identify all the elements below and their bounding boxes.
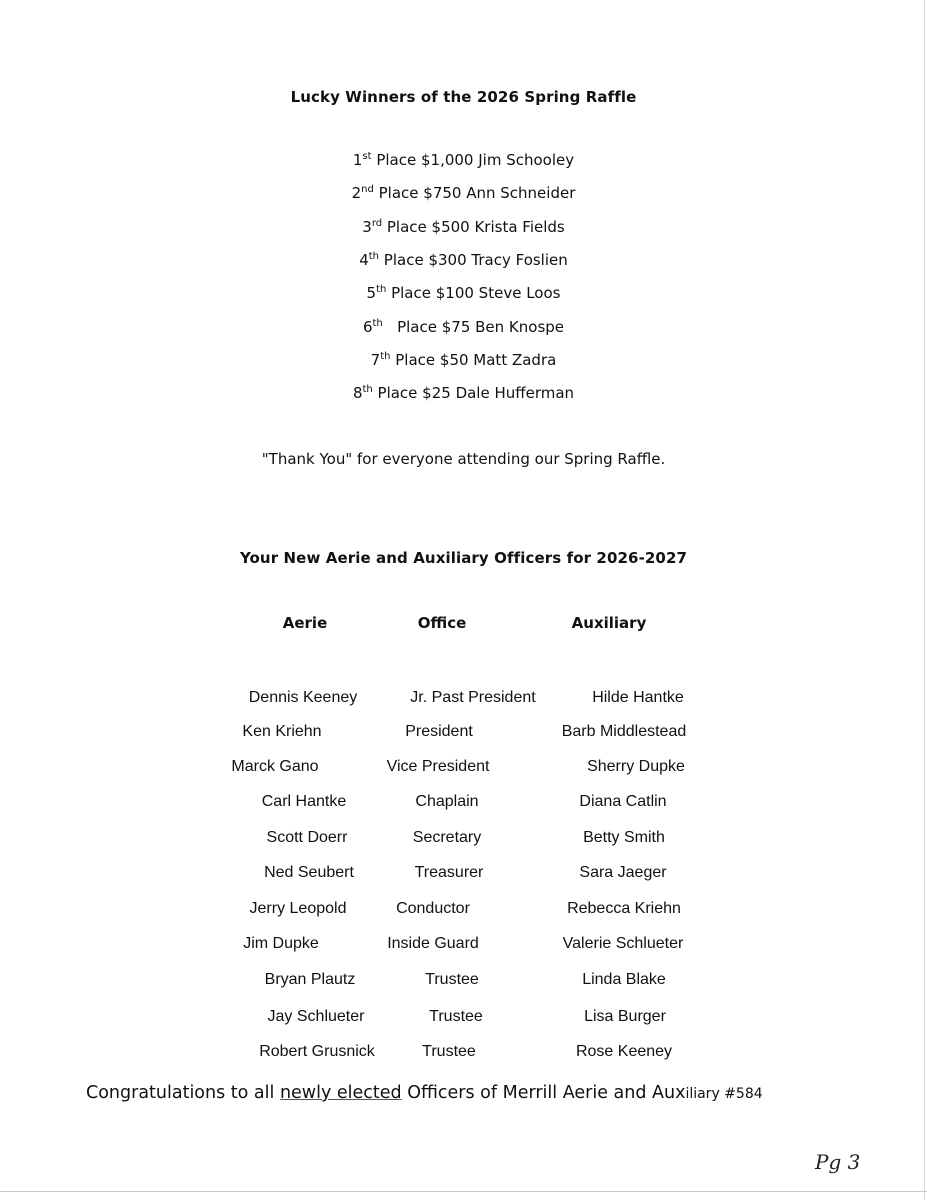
winner-line (0, 318, 927, 336)
winner-place-suffix: nd (361, 184, 374, 196)
winner-place-suffix: th (376, 284, 387, 296)
winner-place-number: 8 (352, 384, 363, 403)
officer-auxiliary-cell: Rebecca Kriehn (567, 900, 681, 917)
officer-office-cell: Secretary (412, 829, 482, 846)
officer-aerie-cell: Jay Schlueter (267, 1008, 365, 1025)
congrats-small: iliary #584 (685, 1086, 763, 1102)
winner-prize-text: Place $75 Ben Knospe (382, 317, 565, 336)
officer-aerie-cell: Dennis Keeney (248, 689, 358, 706)
winner-line (0, 184, 927, 202)
officer-aerie-cell: Ned Seubert (264, 864, 354, 881)
winner-place-number: 1 (352, 151, 363, 169)
winner-place-suffix: th (372, 317, 383, 329)
officer-aerie-cell: Jim Dupke (243, 935, 319, 952)
officer-auxiliary-cell: Linda Blake (582, 971, 666, 988)
officer-auxiliary-cell: Sherry Dupke (587, 758, 685, 775)
officer-aerie-cell: Ken Kriehn (242, 723, 322, 740)
officer-office-cell: President (405, 723, 473, 740)
officer-office-cell: Treasurer (414, 864, 484, 881)
congrats-underlined: newly elected (279, 1083, 402, 1103)
raffle-thanks: "Thank You" for everyone attending our Spring Raffle. (261, 450, 666, 468)
page-edge-right (924, 0, 925, 1200)
winner-place-number: 3 (362, 217, 372, 236)
winner-line (0, 151, 927, 169)
officer-aerie-cell: Robert Grusnick (259, 1043, 375, 1060)
officer-auxiliary-cell: Barb Middlestead (561, 723, 687, 740)
officer-office-cell: Chaplain (415, 793, 479, 810)
congrats-part-1: Congratulations to all (86, 1083, 280, 1103)
winner-place-suffix: st (362, 151, 372, 162)
winner-place-number: 4 (359, 250, 369, 269)
winner-place-suffix: th (368, 250, 380, 262)
winner-prize-text: Place $25 Dale Hufferman (372, 384, 575, 403)
winner-place-number: 2 (351, 184, 362, 203)
raffle-title: Lucky Winners of the 2026 Spring Raffle (290, 88, 637, 106)
winner-prize-text: Place $300 Tracy Foslien (379, 250, 568, 269)
officer-office-cell: Trustee (425, 971, 479, 988)
winner-line (0, 284, 927, 302)
congratulations-line (86, 1083, 763, 1103)
column-header-office: Office (417, 614, 467, 632)
officer-auxiliary-cell: Diana Catlin (579, 793, 667, 810)
winner-place-number: 5 (366, 284, 377, 303)
winner-place-number: 7 (370, 350, 381, 369)
winner-line (0, 251, 927, 269)
officer-office-cell: Inside Guard (387, 935, 479, 952)
page-number: Pg 3 (815, 1150, 861, 1174)
winner-prize-text: Place $50 Matt Zadra (390, 350, 557, 369)
officer-auxiliary-cell: Rose Keeney (575, 1043, 673, 1060)
winner-line (0, 384, 927, 402)
winner-prize-text: Place $100 Steve Loos (386, 284, 561, 303)
officer-aerie-cell: Marck Gano (231, 758, 319, 775)
officer-office-cell: Vice President (386, 758, 490, 775)
officer-auxiliary-cell: Lisa Burger (584, 1008, 666, 1025)
officer-aerie-cell: Carl Hantke (261, 793, 347, 810)
officer-auxiliary-cell: Sara Jaeger (579, 864, 667, 881)
officer-aerie-cell: Scott Doerr (266, 829, 348, 846)
winner-line (0, 351, 927, 369)
column-header-aerie: Aerie (282, 614, 328, 632)
winner-line (0, 218, 927, 236)
officer-auxiliary-cell: Valerie Schlueter (562, 935, 684, 952)
winner-place-number: 6 (362, 317, 373, 336)
column-header-auxiliary: Auxiliary (571, 614, 647, 632)
officer-office-cell: Trustee (429, 1008, 483, 1025)
officer-auxiliary-cell: Betty Smith (583, 829, 665, 846)
winner-place-suffix: rd (371, 217, 383, 229)
officer-auxiliary-cell: Hilde Hantke (592, 689, 684, 706)
officer-office-cell: Jr. Past President (410, 689, 536, 706)
winner-prize-text: Place $750 Ann Schneider (373, 184, 576, 203)
winner-place-suffix: th (380, 350, 391, 362)
winner-place-suffix: th (362, 384, 373, 396)
congrats-part-2: Officers of Merrill Aerie and Aux (401, 1083, 686, 1103)
officer-office-cell: Trustee (422, 1043, 476, 1060)
page-edge-bottom (0, 1191, 927, 1192)
winner-prize-text: Place $1,000 Jim Schooley (371, 151, 575, 169)
winner-prize-text: Place $500 Krista Fields (382, 217, 565, 236)
officer-aerie-cell: Bryan Plautz (264, 971, 356, 988)
officer-aerie-cell: Jerry Leopold (249, 900, 347, 917)
officers-title: Your New Aerie and Auxiliary Officers for 2026-2027 (239, 549, 688, 567)
officer-office-cell: Conductor (396, 900, 470, 917)
